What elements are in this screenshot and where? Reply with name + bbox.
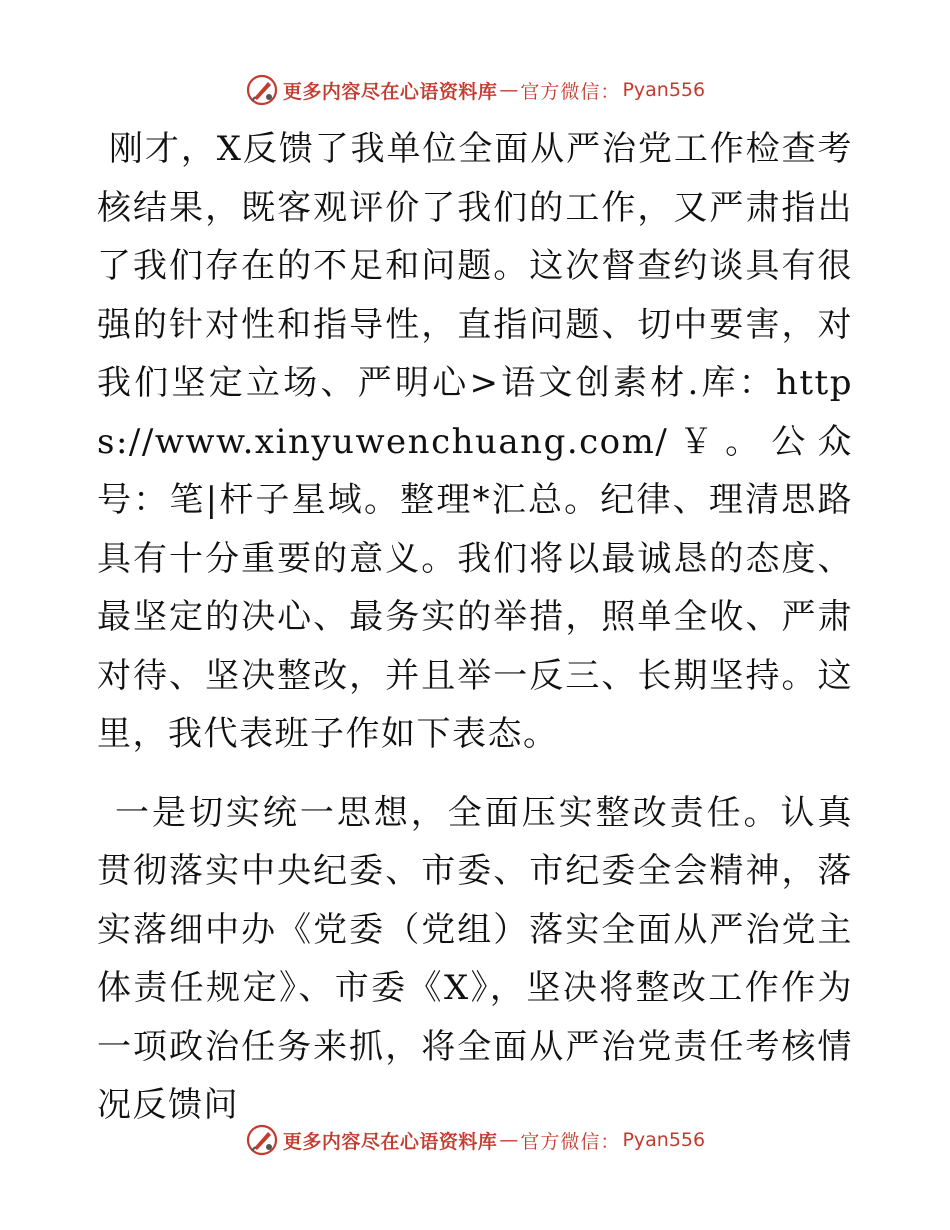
banner-library-text: 更多内容尽在心语资料库 xyxy=(282,80,498,103)
quill-pen-logo-icon xyxy=(245,1123,279,1157)
header-banner xyxy=(0,70,950,110)
paragraph-point-one: 一是切实统一思想，全面压实整改责任。认真贯彻落实中央纪委、市委、市纪委全会精神，落实落细中办《党委（党组）落实全面从严治党主体责任规定》、市委《X》，坚决将整改工作作为一项政治任务来抓，将全面从严治党责任考核情况反馈问 xyxy=(97,792,853,1125)
banner-wechat-id: Pyan556 xyxy=(622,1129,706,1151)
document-body xyxy=(97,120,853,1135)
paragraph-intro: 刚才，X反馈了我单位全面从严治党工作检查考核结果，既客观评价了我们的工作，又严肃指出了我们存在的不足和问题。这次督查约谈具有很强的针对性和指导性，直指问题、切中要害，对我们坚定立场、严明心>语文创素材.库：https://www.xinyuwenchuang.com/￥。公众号：笔|杆子星域。整理*汇总。纪律、理清思路具有十分重要的意义。我们将以最诚恳的态度、最坚定的决心、最务实的举措，照单全收、严肃对待、坚决整改，并且举一反三、长期坚持。这里，我代表班子作如下表态。 xyxy=(97,129,853,754)
banner-wechat-label: 官方微信： xyxy=(520,1130,621,1153)
footer-banner xyxy=(0,1120,950,1160)
quill-pen-logo-icon xyxy=(245,73,279,107)
banner-dash: — xyxy=(499,79,519,101)
banner-library-text: 更多内容尽在心语资料库 xyxy=(282,1130,498,1153)
banner-wechat-id: Pyan556 xyxy=(622,79,706,101)
banner-dash: — xyxy=(499,1129,519,1151)
banner-wechat-label: 官方微信： xyxy=(520,80,621,103)
